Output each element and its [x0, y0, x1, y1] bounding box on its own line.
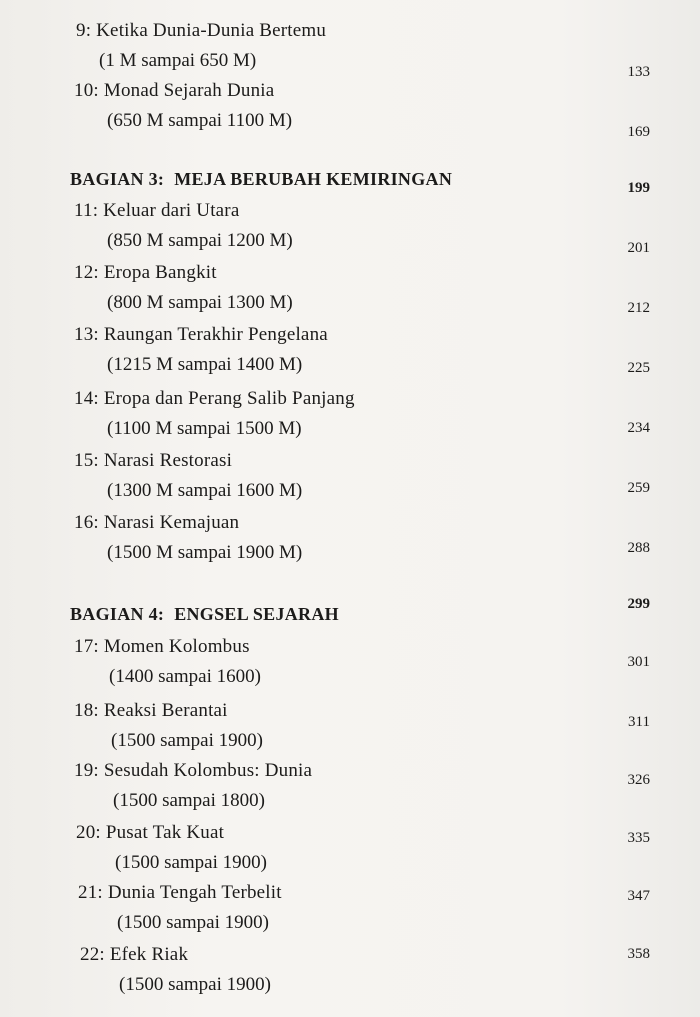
- page-number: 212: [627, 300, 650, 316]
- chapter-name: Ketika Dunia-Dunia Bertemu: [96, 20, 327, 41]
- chapter-title: [74, 80, 274, 102]
- chapter-range: (1300 M sampai 1600 M): [107, 480, 303, 501]
- chapter-number: 20:: [76, 822, 101, 843]
- page-number: 169: [627, 124, 650, 140]
- chapter-title: [74, 760, 312, 782]
- toc-entry-14: [0, 388, 700, 448]
- chapter-name: Efek Riak: [109, 944, 189, 965]
- section-page-number: 199: [627, 180, 650, 196]
- toc-entry-20: [0, 822, 700, 882]
- toc-entry-13: [0, 324, 700, 384]
- page-number: 225: [627, 360, 650, 376]
- chapter-range: (1 M sampai 650 M): [99, 50, 257, 71]
- chapter-title: [74, 388, 355, 410]
- chapter-range: (1400 sampai 1600): [109, 666, 261, 687]
- toc-entry-9: [0, 20, 700, 80]
- chapter-name: Raungan Terakhir Pengelana: [103, 324, 328, 345]
- chapter-title: [74, 636, 250, 658]
- chapter-name: Momen Kolombus: [103, 636, 250, 657]
- toc-entry-18: [0, 700, 700, 760]
- chapter-range: (1500 sampai 1900): [119, 974, 271, 995]
- chapter-name: Dunia Tengah Terbelit: [107, 882, 282, 903]
- chapter-title: [74, 324, 328, 346]
- chapter-number: 11:: [74, 200, 99, 221]
- toc-entry-10: [0, 80, 700, 140]
- section-heading-4: [70, 604, 339, 625]
- chapter-number: 22:: [80, 944, 105, 965]
- toc-entry-15: [0, 450, 700, 510]
- chapter-number: 15:: [74, 450, 99, 471]
- toc-entry-22: [0, 944, 700, 1004]
- chapter-title: [74, 450, 232, 472]
- chapter-range: (1500 sampai 1800): [113, 790, 265, 811]
- page-number: 311: [628, 714, 650, 730]
- chapter-range: (650 M sampai 1100 M): [107, 110, 293, 131]
- chapter-title: [78, 882, 282, 904]
- chapter-number: 19:: [74, 760, 99, 781]
- page-number: 234: [627, 420, 650, 436]
- chapter-title: [74, 700, 228, 722]
- chapter-range: (800 M sampai 1300 M): [107, 292, 293, 313]
- chapter-title: [76, 822, 224, 844]
- section-label: BAGIAN 4:: [70, 604, 165, 624]
- chapter-number: 16:: [74, 512, 99, 533]
- chapter-number: 9:: [76, 20, 92, 41]
- page-number: 301: [627, 654, 650, 670]
- page-number: 201: [627, 240, 650, 256]
- page-number: 358: [627, 946, 650, 962]
- chapter-title: [74, 262, 217, 284]
- chapter-name: Narasi Kemajuan: [103, 512, 240, 533]
- chapter-name: Narasi Restorasi: [103, 450, 233, 471]
- chapter-number: 12:: [74, 262, 99, 283]
- chapter-range: (1500 sampai 1900): [115, 852, 267, 873]
- section-title: ENGSEL SEJARAH: [174, 604, 339, 624]
- chapter-title: [80, 944, 188, 966]
- section-page-number: 299: [627, 596, 650, 612]
- chapter-number: 18:: [74, 700, 99, 721]
- chapter-number: 14:: [74, 388, 99, 409]
- section-title: MEJA BERUBAH KEMIRINGAN: [174, 169, 453, 189]
- page-number: 326: [627, 772, 650, 788]
- toc-entry-21: [0, 882, 700, 942]
- page-number: 335: [627, 830, 650, 846]
- chapter-number: 21:: [78, 882, 103, 903]
- section-label: BAGIAN 3:: [70, 169, 165, 189]
- toc-entry-12: [0, 262, 700, 322]
- toc-entry-11: [0, 200, 700, 260]
- chapter-range: (1500 M sampai 1900 M): [107, 542, 303, 563]
- page-number: 259: [627, 480, 650, 496]
- chapter-name: Pusat Tak Kuat: [105, 822, 225, 843]
- chapter-title: [74, 512, 239, 534]
- chapter-number: 10:: [74, 80, 99, 101]
- toc-entry-17: [0, 636, 700, 696]
- page-number: 347: [627, 888, 650, 904]
- chapter-range: (1500 sampai 1900): [117, 912, 269, 933]
- toc-entry-19: [0, 760, 700, 820]
- chapter-name: Sesudah Kolombus: Dunia: [103, 760, 313, 781]
- chapter-name: Eropa Bangkit: [103, 262, 217, 283]
- chapter-range: (1100 M sampai 1500 M): [107, 418, 302, 439]
- chapter-name: Monad Sejarah Dunia: [103, 80, 275, 101]
- page-number: 133: [627, 64, 650, 80]
- chapter-range: (1500 sampai 1900): [111, 730, 263, 751]
- chapter-name: Reaksi Berantai: [103, 700, 228, 721]
- section-heading-3: [70, 169, 452, 190]
- page-number: 288: [627, 540, 650, 556]
- chapter-title: [74, 200, 239, 222]
- chapter-title: [76, 20, 326, 42]
- chapter-number: 13:: [74, 324, 99, 345]
- toc-entry-16: [0, 512, 700, 572]
- chapter-range: (1215 M sampai 1400 M): [107, 354, 303, 375]
- chapter-name: Eropa dan Perang Salib Panjang: [103, 388, 355, 409]
- chapter-number: 17:: [74, 636, 99, 657]
- chapter-name: Keluar dari Utara: [103, 200, 240, 221]
- chapter-range: (850 M sampai 1200 M): [107, 230, 293, 251]
